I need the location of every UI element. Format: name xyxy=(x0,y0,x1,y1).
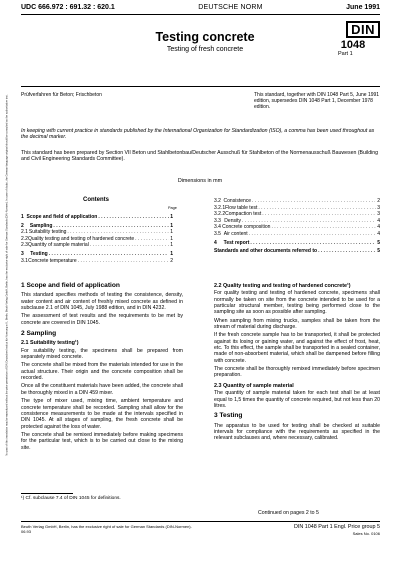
body-column-left xyxy=(21,283,183,453)
german-title: Prüfverfahren für Beton; Frischbeton xyxy=(21,92,102,98)
contents-entry-page: 2 xyxy=(170,257,173,264)
contents-entry-label: Flow table test xyxy=(225,204,258,211)
section-2-1-paragraph: For suitability testing, the specimens shall be prepared from separately mixed concrete. xyxy=(21,347,183,361)
contents-heading: Contents xyxy=(83,197,109,203)
contents-entry-page: 5 xyxy=(377,248,380,255)
contents-entry xyxy=(21,229,173,236)
contents-page-label: Page xyxy=(168,206,177,210)
dimensions-note: Dimensions in mm xyxy=(177,178,223,184)
contents-entry xyxy=(214,218,380,225)
contents-leader-dots xyxy=(98,214,169,221)
section-3-paragraph: The apparatus to be used for testing shall be checked at suitable intervals for compliance with the requirements as specified in the relevant subclauses and, where necessary, calibrated. xyxy=(214,422,380,442)
contents-leader-dots xyxy=(318,248,376,255)
section-2-2-paragraph: The concrete shall be thoroughly remixed immediately before specimen preparation. xyxy=(214,366,380,379)
contents-entry-number: 2.1 xyxy=(21,229,28,236)
contents-entry-number: 3.3 xyxy=(214,217,221,224)
supersedes-note: This standard, together with DIN 1048 Part 5, June 1991 edition, supersedes DIN 1048 Part 1, December 1978 edition. xyxy=(254,92,380,110)
header-rule xyxy=(21,14,380,15)
contents-entry-label: Quality testing and testing of hardened concrete xyxy=(27,235,135,242)
document-title: Testing concrete xyxy=(155,30,255,44)
section-2-2-heading: 2.2 Quality testing and testing of hardened concrete¹) xyxy=(214,283,351,289)
section-2-1-paragraph: The concrete shall be remixed immediately before making specimens for the particular test, which is to be carried out close to the mixing site. xyxy=(21,431,183,451)
contents-entry-page: 4 xyxy=(377,230,380,237)
section-2-1-heading: 2.1 Suitability testing¹) xyxy=(21,340,79,347)
contents-entry xyxy=(214,240,380,247)
contents-list-left xyxy=(21,214,173,264)
udc-code: UDC 666.972 : 691.32 : 620.1 xyxy=(21,4,115,11)
section-2-2-paragraph: When sampling from mixing trucks, samples shall be taken from the stream of material during discharge. xyxy=(214,317,380,331)
contents-entry-page: 1 xyxy=(170,235,173,242)
contents-entry-label: Suitability testing xyxy=(28,229,67,236)
contents-entry-page: 3 xyxy=(377,211,380,218)
contents-entry xyxy=(21,242,173,249)
copyright-side-text: No part of this translation may be reproduced without the prior permission of DIN Deutsches Institut für Normung e.V., Berlin. Beuth Verlag GmbH, Berlin, has the exclusive right of sale for German Standards (DIN-Normen). In case of doubt, the German-language original should be consulted as the authoritative text. xyxy=(5,94,9,456)
section-1-heading: 1 Scope and field of application xyxy=(21,282,120,289)
contents-entry-number: 3 xyxy=(21,250,24,257)
copyright-side-note xyxy=(2,40,12,510)
section-2-heading: 2 Sampling xyxy=(21,330,57,338)
body-column-right xyxy=(214,283,380,444)
contents-entry xyxy=(214,198,380,205)
contents-entry xyxy=(214,231,380,238)
contents-entry xyxy=(21,223,173,230)
contents-entry xyxy=(21,214,173,221)
contents-leader-dots xyxy=(53,223,168,230)
footer-left xyxy=(21,524,192,534)
footnote-rule xyxy=(21,493,73,494)
contents-entry xyxy=(214,211,380,218)
section-1-paragraph: The assessment of test results and the requirements to be met by concrete are covered in DIN 1045. xyxy=(21,313,183,326)
contents-entry-page: 1 xyxy=(170,222,173,229)
footer-right xyxy=(294,524,380,536)
contents-entry xyxy=(21,251,173,258)
din-number: 1048 xyxy=(340,39,366,51)
contents-leader-dots xyxy=(78,258,170,265)
contents-entry-label: Standards and other documents referred to xyxy=(214,248,318,255)
contents-entry-number: 2.3 xyxy=(21,242,28,249)
contents-entry-page: 4 xyxy=(377,217,380,224)
title-block xyxy=(110,30,300,53)
title-rule xyxy=(21,86,380,87)
contents-leader-dots xyxy=(49,251,169,258)
prepared-by-note: This standard has been prepared by Section VII Beton und Stahlbetonbau/Deutscher Ausschuß für Stahlbeton of the Normenausschuß Bauwesen (Building and Civil Engineering Standards Committee). xyxy=(21,150,379,163)
footer-print-date: 06.93 xyxy=(21,529,32,534)
contents-entry-page: 1 xyxy=(170,229,173,236)
contents-entry-number: 3.2 xyxy=(214,198,221,204)
footnote: ¹) Cf. subclause 7.4 of DIN 1045 for definitions. xyxy=(21,496,121,501)
iso-decimal-note: In keeping with current practice in standards published by the International Organization for Standardization (ISO), a comma has been used throughout as the decimal marker. xyxy=(21,128,375,141)
contents-entry-page: 1 xyxy=(170,242,173,249)
contents-entry-label: Air content xyxy=(223,230,248,237)
contents-entry-label: Concrete temperature xyxy=(28,257,77,264)
contents-entry-label: Density xyxy=(224,217,241,224)
section-3-heading: 3 Testing xyxy=(214,412,243,420)
contents-leader-dots xyxy=(249,231,376,238)
contents-entry-label: Sampling xyxy=(29,222,53,229)
contents-entry-label: Concrete composition xyxy=(222,224,271,231)
contents-leader-dots xyxy=(258,205,375,212)
contents-list-right xyxy=(214,198,380,255)
contents-entry-number: 2 xyxy=(21,222,24,229)
footer-publisher-note: Beuth Verlag GmbH, Berlin, has the exclusive right of sale for German Standards (DIN-Normen). xyxy=(21,524,192,529)
contents-leader-dots xyxy=(67,229,169,236)
contents-leader-dots xyxy=(135,236,169,243)
contents-entry-label: Scope and field of application xyxy=(26,214,98,220)
contents-entry-page: 4 xyxy=(377,224,380,231)
document-subtitle: Testing of fresh concrete xyxy=(166,46,244,53)
publication-date: June 1991 xyxy=(346,4,380,11)
document-header xyxy=(21,4,380,11)
contents-entry-page: 3 xyxy=(377,204,380,211)
standard-type: DEUTSCHE NORM xyxy=(198,4,263,11)
contents-leader-dots xyxy=(90,242,169,249)
din-logo: DIN xyxy=(346,21,380,38)
contents-entry-label: Testing xyxy=(30,250,48,257)
footer-rule xyxy=(21,521,380,522)
footer-price-group: DIN 1048 Part 1 Engl. Price group 5 xyxy=(294,524,380,530)
section-2-1-paragraph: The concrete shall be mixed from the materials intended for use in the actual structure. Their origin and the concrete composition shall be recorded. xyxy=(21,362,183,382)
contents-entry-number: 3.5 xyxy=(214,230,221,237)
contents-entry xyxy=(21,258,173,265)
contents-entry xyxy=(214,248,380,255)
contents-entry-number: 3.2.1 xyxy=(214,204,226,211)
contents-leader-dots xyxy=(242,218,375,225)
section-2-2-paragraph: If the fresh concrete sample has to be transported, it shall be protected against its losing or gaining water, and against the effect of frost, heat, etc. To this effect, the sample shall be transported in a sealed container, made of non-absorbent material, which shall be dampened before filling with concrete. xyxy=(214,332,380,364)
contents-entry-number: 1 xyxy=(21,214,24,220)
contents-entry-label: Consistence xyxy=(223,198,252,204)
contents-entry xyxy=(21,236,173,243)
contents-entry-number: 3.4 xyxy=(214,224,221,231)
contents-entry-number: 2.2 xyxy=(21,235,28,242)
section-2-1-paragraph: Once all the constituent materials have been added, the concrete shall be thoroughly mixed in a DIN 459 mixer. xyxy=(21,383,183,396)
section-2-3-paragraph: The quantity of sample material taken for each test shall be at least equal to 1,5 times the quantity of concrete required, but not less than 20 litres. xyxy=(214,390,380,409)
din-designation xyxy=(326,21,380,57)
contents-entry-label: Compaction test xyxy=(225,211,262,218)
contents-leader-dots xyxy=(252,198,375,205)
contents-entry-page: 2 xyxy=(377,198,380,204)
contents-entry xyxy=(214,205,380,212)
contents-entry-label: Quantity of sample material xyxy=(27,242,89,249)
contents-leader-dots xyxy=(250,240,375,247)
contents-entry-page: 1 xyxy=(170,250,173,257)
contents-leader-dots xyxy=(262,211,375,218)
contents-entry xyxy=(214,224,380,231)
section-2-2-paragraph: For quality testing and testing of hardened concrete, specimens shall normally be taken on site from the concrete intended to be used for a particular structural member, testing being performed close to the sampling site as soon as possible after sampling. xyxy=(214,290,380,316)
section-1-paragraph: This standard specifies methods of testing the consistence, density, water content and air content of freshly mixed concrete as defined in subclause 2.1 of DIN 1045, July 1988 edition, and in DIN 4232. xyxy=(21,292,183,312)
continued-note: Continued on pages 2 to 5 xyxy=(258,510,319,516)
contents-entry-number: 4 xyxy=(214,239,217,246)
contents-entry-number: 3.1 xyxy=(21,257,28,264)
section-2-1-paragraph: The type of mixer used, mixing time, ambient temperature and concrete temperature shall be recorded. Sampling shall allow for the consistence measurements to be made at the intervals specified in DIN 1045. At all stages of sampling, the fresh concrete shall be protected against the loss of water. xyxy=(21,398,183,430)
contents-entry-page: 1 xyxy=(170,214,173,220)
contents-entry-label: Test report xyxy=(223,239,250,246)
contents-entry-page: 5 xyxy=(377,239,380,246)
contents-leader-dots xyxy=(271,224,375,231)
section-2-3-heading: 2.3 Quantity of sample material xyxy=(214,382,294,389)
contents-entry-number: 3.2.2 xyxy=(214,211,226,218)
footer-sales-number: Sales No. 0106 xyxy=(352,531,380,536)
din-part: Part 1 xyxy=(338,51,353,57)
